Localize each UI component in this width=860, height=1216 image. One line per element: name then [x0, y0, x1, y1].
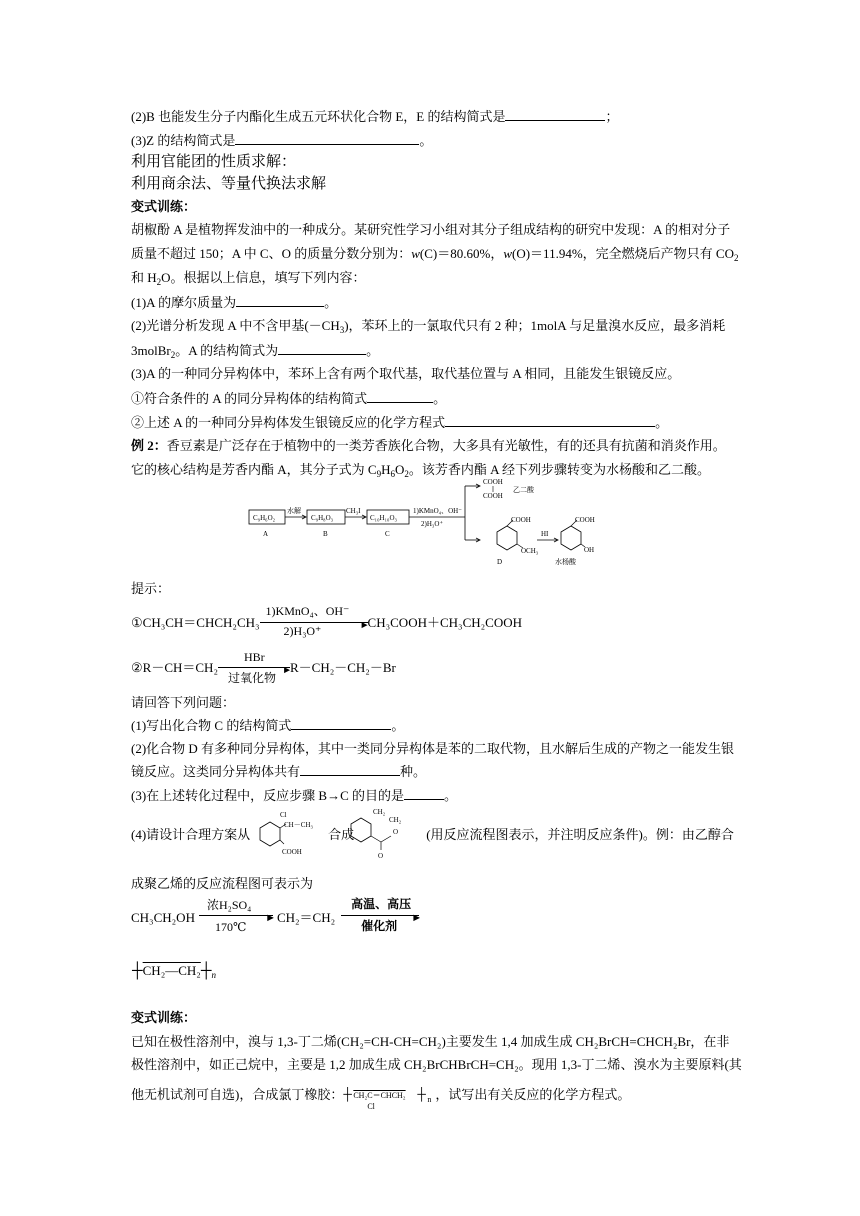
salicylic-oh: OH: [584, 546, 595, 554]
paragraph-line: 他无机试剂可自选)，合成氯丁橡胶： ┼ CH₂C＝CHCH₂ ┼ n Cl ，试写出有关反应的化学方程式。: [131, 1087, 631, 1111]
oxalic-cooh-2: COOH: [483, 492, 503, 500]
question-line: ①符合条件的 A 的同分异构体的结构简式 。: [131, 391, 447, 406]
salicylic-ring: [561, 526, 581, 550]
cl-label: Cl: [280, 811, 287, 819]
questions-intro: 请回答下列问题：: [131, 695, 236, 710]
cooh-label: COOH: [282, 848, 302, 856]
paragraph-line: 质量不超过 150；A 中 C、O 的质量分数分别为：w(C)＝80.60%，w(O)＝11.94%，完全燃烧后产物只有 $CO_2$: [131, 246, 739, 263]
benzene-ring: [260, 822, 280, 846]
flow-arrow-2: 高温、高压 ► 催化剂: [341, 909, 419, 927]
example-flow: CH₃CH₂OH 浓H₂SO₄ ► 170℃ CH₂＝CH₂ 高温、高压 ► 催化剂: [131, 897, 423, 934]
ring-o-label: O: [393, 828, 399, 836]
compound-d-cooh: COOH: [511, 516, 531, 524]
question-line: (3)A 的一种同分异构体中，苯环上含有两个取代基，取代基位置与 A 相同，且能发生银镜反应。: [131, 366, 681, 381]
question-b3: (3)Z 的结构简式是 。: [131, 133, 433, 148]
box-c-formula: C₁₀H₁₀O₃: [370, 514, 397, 522]
oxalic-cooh-1: COOH: [483, 478, 503, 486]
example-2-line: 例 2：香豆素是广泛存在于植物中的一类芳香族化合物，大多具有光敏性，有的还具有抗菌和消炎作用。: [131, 438, 726, 453]
answer-blank[interactable]: [236, 293, 324, 307]
box-b-formula: C₉H₈O₃: [311, 514, 334, 522]
arrow-3-bottom: 2)H₃O⁺: [421, 520, 444, 528]
answer-blank[interactable]: [505, 107, 605, 121]
answer-blank[interactable]: [300, 762, 400, 776]
carbonyl-o-label: O: [378, 852, 384, 860]
paragraph-line: 极性溶剂中，如正己烷中，主要是 1,2 加成生成 CH₂BrCHBrCH=CH₂。现用 1,3-丁二烯、溴水为主要原料(其: [131, 1057, 742, 1072]
hint-2-arrow: HBr ► 过氧化物: [218, 659, 290, 677]
question-line: (1)A 的摩尔质量为 。: [131, 295, 338, 310]
question-4-line: (4)请设计合理方案从 合成 (用反应流程图表示，并注明反应条件)。例：由乙醇合: [131, 827, 734, 842]
variant-title-2: 变式训练：: [131, 1010, 197, 1025]
compound-d-och3: OCH₃: [521, 547, 539, 555]
method-heading-2: 利用商余法、等量代换法求解: [131, 176, 327, 192]
question-line: 镜反应。这类同分异构体共有 种。: [131, 764, 427, 779]
arrow-1-label: 水解: [287, 507, 301, 515]
starting-material-structure: [250, 808, 330, 860]
hint-1-arrow: 1)KMnO₄、OH⁻ ► 2)H₃O⁺: [260, 614, 368, 632]
salicylic-acid-label: 水杨酸: [555, 558, 576, 566]
question-line: (3)在上述转化过程中，反应步骤 B→C 的目的是 。: [131, 788, 458, 803]
label-a: A: [263, 530, 269, 538]
variant-title: 变式训练：: [131, 199, 197, 214]
ch2-label-1: CH₂: [373, 808, 386, 816]
arrow-3-top: 1)KMnO₄、OH⁻: [413, 507, 462, 515]
reaction-scheme-diagram: [245, 474, 615, 570]
label-d: D: [497, 558, 503, 566]
question-line: (2)化合物 D 有多种同分异构体，其中一类同分异构体是苯的二取代物，且水解后生成的产物之一能发生银: [131, 741, 735, 756]
paragraph-line: 胡椒酚 A 是植物挥发油中的一种成分。某研究性学习小组对其分子组成结构的研究中发现：A 的相对分子: [131, 222, 731, 237]
hints-title: 提示：: [131, 581, 171, 596]
polyethylene-formula: $┼CH_2—CH_2┼_n$: [132, 963, 216, 980]
answer-blank[interactable]: [367, 389, 433, 403]
question-b2: (2)B 也能发生分子内酯化生成五元环状化合物 E，E 的结构简式是 ；: [131, 109, 619, 124]
target-lactone-structure: [345, 802, 415, 860]
hint-reaction-2: ②R－CH＝CH₂ HBr ► 过氧化物 R－CH₂－CH₂－Br: [131, 650, 396, 685]
oxalic-acid-label: 乙二酸: [513, 486, 534, 494]
chloroprene-rubber-formula: ┼ CH₂C＝CHCH₂ ┼ n Cl: [343, 1087, 432, 1111]
method-heading-1: 利用官能团的性质求解：: [131, 154, 297, 170]
ch2-label-2: CH₂: [389, 816, 402, 824]
answer-blank[interactable]: [278, 341, 366, 355]
answer-blank[interactable]: [404, 786, 444, 800]
question-line: (2)光谱分析发现 A 中不含甲基$(-CH_3)$，苯环上的一氯取代只有 2 种；1molA 与足量溴水反应，最多消耗: [131, 318, 726, 335]
label-b: B: [323, 530, 328, 538]
question-line: (1)写出化合物 C 的结构简式 。: [131, 718, 405, 733]
flow-arrow-1: 浓H₂SO₄ ► 170℃: [199, 909, 273, 927]
compound-d-ring: [497, 526, 517, 550]
hint-reaction-1: ①CH₃CH＝CHCH₂CH₃ 1)KMnO₄、OH⁻ ► 2)H₃O⁺ CH₃COOH＋CH₃CH₂COOH: [131, 604, 522, 638]
box-a-formula: C₉H₆O₂: [253, 514, 276, 522]
salicylic-cooh: COOH: [575, 516, 595, 524]
answer-blank[interactable]: [291, 716, 391, 730]
label-c: C: [385, 530, 390, 538]
question-4-line: 成聚乙烯的反应流程图可表示为: [131, 876, 314, 891]
arrow-2-label: CH₃I: [346, 507, 361, 515]
arrow-4-label: HI: [541, 530, 549, 538]
benzene-ring: [351, 818, 371, 842]
paragraph-line: 已知在极性溶剂中，溴与 1,3-丁二烯(CH₂=CH-CH=CH₂)主要发生 1,4 加成生成 CH₂BrCH=CHCH₂Br，在非: [131, 1034, 730, 1049]
question-line: 3molBr$_2$。A 的结构简式为 。: [131, 343, 380, 360]
side-chain-label: CH－CH₃: [284, 821, 313, 829]
question-line: ②上述 A 的一种同分异构体发生银镜反应的化学方程式 。: [131, 415, 669, 430]
answer-blank[interactable]: [445, 413, 655, 427]
answer-blank[interactable]: [235, 131, 419, 145]
paragraph-line: 和 $H_2O$。根据以上信息，填写下列内容：: [131, 270, 366, 287]
example-2-line: 它的核心结构是芳香内酯 A，其分子式为 $C_9H_6O_2$。该芳香内酯 A 经下列步骤转变为水杨酸和乙二酸。: [131, 462, 711, 479]
